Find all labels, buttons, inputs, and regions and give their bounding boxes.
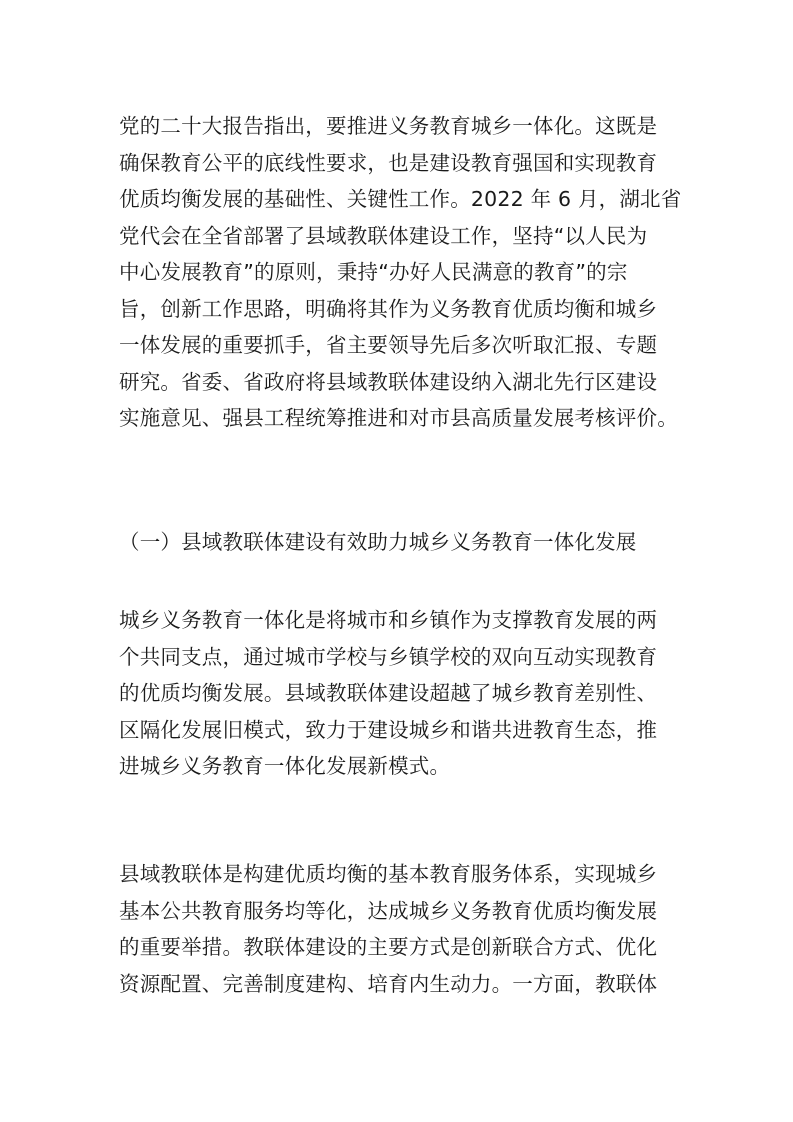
paragraph-line: 一体发展的重要抓手，省主要领导先后多次听取汇报、专题 <box>119 333 658 357</box>
paragraph-line: 进城乡义务教育一体化发展新模式。 <box>119 754 451 778</box>
paragraph-line: 研究。省委、省政府将县域教联体建设纳入湖北先行区建设 <box>119 369 658 394</box>
paragraph-line: 资源配置、完善制度建构、培育内生动力。一方面，教联体 <box>119 971 658 996</box>
paragraph-line: 的优质均衡发展。县域教联体建设超越了城乡教育差别性、 <box>119 681 658 705</box>
paragraph-line: 确保教育公平的底线性要求，也是建设教育强国和实现教育 <box>119 150 658 175</box>
paragraph-line: 县域教联体是构建优质均衡的基本教育服务体系，实现城乡 <box>119 862 658 886</box>
section-heading-text: （一）县域教联体建设有效助力城乡义务教育一体化发展 <box>119 530 637 554</box>
paragraph-line: 优质均衡发展的基础性、关键性工作。2022 年 6 月，湖北省 <box>119 187 682 211</box>
paragraph-1 <box>119 108 682 437</box>
paragraph-line: 城乡义务教育一体化是将城市和乡镇作为支撑教育发展的两 <box>119 608 658 632</box>
paragraph-2 <box>119 602 679 785</box>
paragraph-line: 党代会在全省部署了县域教联体建设工作，坚持“以人民为 <box>119 223 648 248</box>
paragraph-line: 的重要举措。教联体建设的主要方式是创新联合方式、优化 <box>119 935 658 959</box>
paragraph-line: 中心发展教育”的原则，秉持“办好人民满意的教育”的宗 <box>119 260 628 284</box>
paragraph-line: 区隔化发展旧模式，致力于建设城乡和谐共进教育生态，推 <box>119 717 658 742</box>
paragraph-line: 旨，创新工作思路，明确将其作为义务教育优质均衡和城乡 <box>119 296 658 321</box>
paragraph-line: 党的二十大报告指出，要推进义务教育城乡一体化。这既是 <box>119 114 658 138</box>
paragraph-line: 基本公共教育服务均等化，达成城乡义务教育优质均衡发展 <box>119 898 658 923</box>
paragraph-3 <box>119 856 679 1002</box>
paragraph-line: 实施意见、强县工程统筹推进和对市县高质量发展考核评价。 <box>119 406 678 430</box>
paragraph-line: 个共同支点，通过城市学校与乡镇学校的双向互动实现教育 <box>119 644 658 669</box>
section-heading <box>119 524 679 561</box>
